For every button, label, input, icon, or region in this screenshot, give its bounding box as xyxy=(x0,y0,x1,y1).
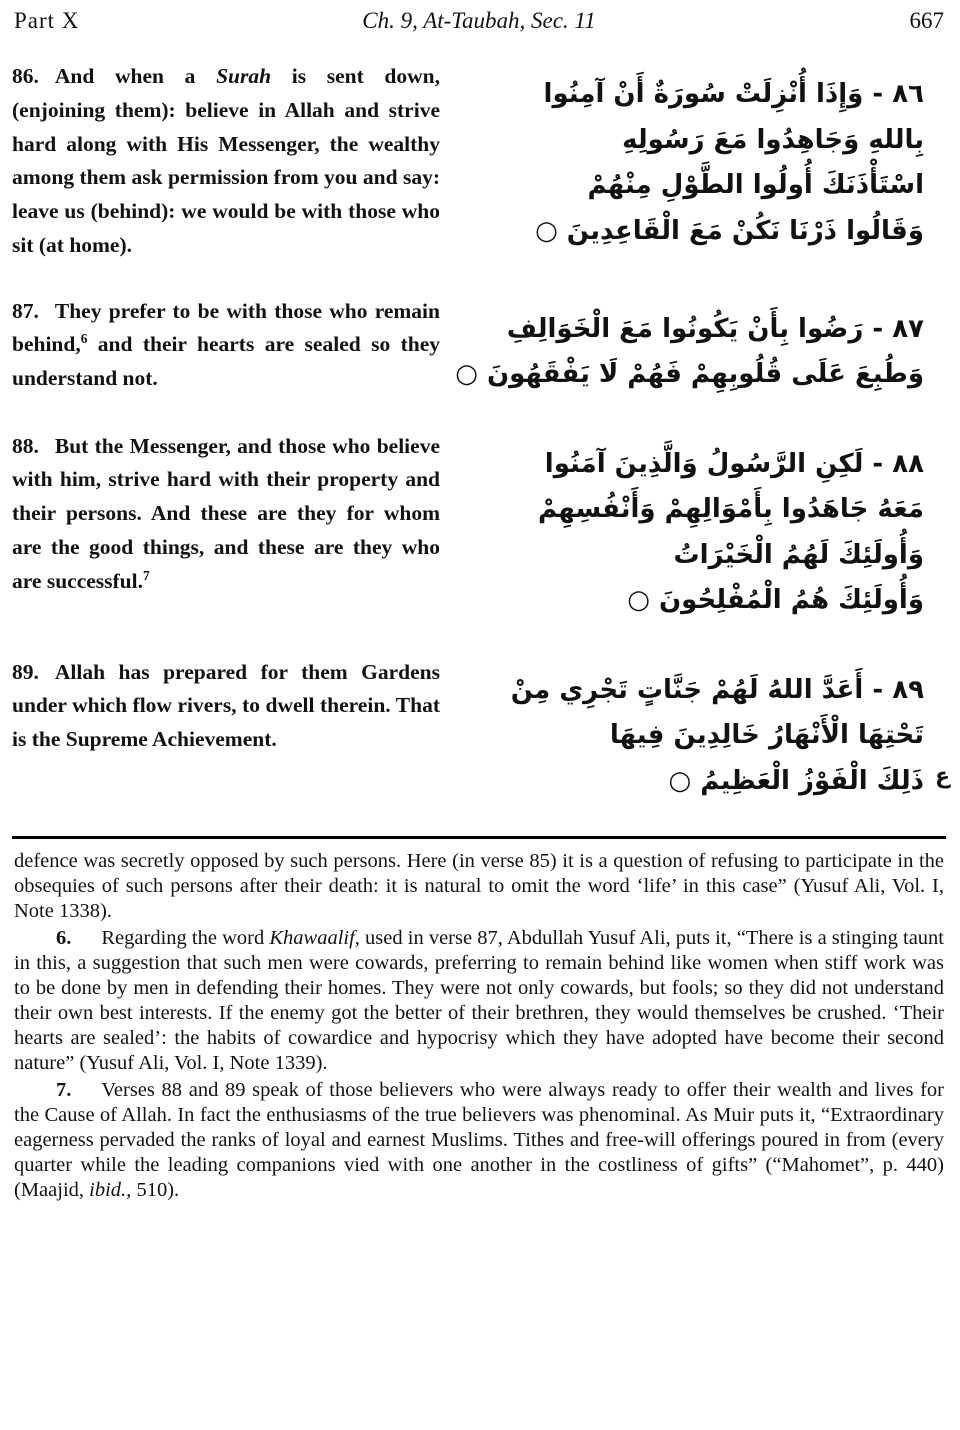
page-header xyxy=(12,6,946,34)
text-run: Allah has prepared for them Gardens under which flow rivers, to dwell therein. That is the Supreme Achievement. xyxy=(12,659,440,751)
arabic-line: وَأُولَئِكَ هُمُ الْمُفْلِحُونَ ○ xyxy=(627,585,924,615)
text-run: is sent down, (enjoining them): believe in Allah and strive hard along with His Messenger, the wealthy among them ask permission from you and say: leave us (behind): we would be with those who sit (at home). xyxy=(12,64,440,257)
footnote xyxy=(14,1078,944,1203)
verse-arabic xyxy=(440,60,946,254)
arabic-line: ٨٩ - أَعَدَّ اللهُ لَهُمْ جَنَّاتٍ تَجْرِي مِنْ xyxy=(510,674,924,705)
verse-arabic xyxy=(440,656,950,805)
arabic-line: وَطُبِعَ عَلَى قُلُوبِهِمْ فَهُمْ لَا يَفْقَهُونَ ○ xyxy=(455,359,924,389)
verse-number: 88. xyxy=(12,433,39,458)
verse-number: 86. xyxy=(12,64,39,88)
verse-english xyxy=(12,60,440,263)
italic-text: ibid., xyxy=(89,1179,132,1201)
text-run: Regarding the word xyxy=(101,927,270,949)
italic-text: Khawaalif, xyxy=(269,927,360,949)
arabic-line: بِاللهِ وَجَاهِدُوا مَعَ رَسُولِهِ xyxy=(622,124,924,155)
arabic-line: تَحْتِهَا الْأَنْهَارُ خَالِدِينَ فِيهَا xyxy=(609,720,924,750)
footnote-ref: 7 xyxy=(142,567,150,583)
italic-text: Surah xyxy=(216,64,272,88)
arabic-line: ذَلِكَ الْفَوْزُ الْعَظِيمُ ○ xyxy=(668,765,924,796)
page-number: 667 xyxy=(909,8,944,33)
arabic-line: ٨٨ - لَكِنِ الرَّسُولُ وَالَّذِينَ آمَنُوا xyxy=(544,448,924,479)
text-run: They prefer to be with those who remain behind, xyxy=(12,298,440,357)
text-run: used in verse 87, Abdullah Yusuf Ali, puts it, “There is a stinging taunt in this, a suggestion that such men were cowards, preferring to remain behind like women when stiff work was to be done by men in defending their homes. They were not only cowards, but fools; so they did not understand their own best interests. If the enemy got the better of their brethren, they would themselves be crushed. ‘Their hearts are sealed’: the habits of cowardice and hypocrisy which they have adopted have become their second nature” (Yusuf Ali, Vol. I, Note 1339). xyxy=(14,927,944,1074)
footnote-number: 7. xyxy=(56,1079,72,1101)
verse-arabic xyxy=(440,295,946,398)
ruku-marker: ع xyxy=(934,763,950,789)
text-run: 510). xyxy=(131,1179,180,1201)
arabic-line: وَقَالُوا ذَرْنَا نَكُنْ مَعَ الْقَاعِدِينَ ○ xyxy=(535,215,924,246)
arabic-line: وَأُولَئِكَ لَهُمُ الْخَيْرَاتُ xyxy=(673,539,924,570)
arabic-line: مَعَهُ جَاهَدُوا بِأَمْوَالِهِمْ وَأَنْفُسِهِمْ xyxy=(537,494,924,524)
verse-english xyxy=(12,430,440,599)
verse-row xyxy=(12,295,946,398)
footnote-number: 6. xyxy=(56,927,72,949)
verse-arabic xyxy=(440,430,946,624)
text-run: But the Messenger, and those who believe with him, strive hard with their property and their persons. And these are they for whom are the good things, and these are they who are successful. xyxy=(12,433,440,593)
verse-row xyxy=(12,60,946,263)
footnote-divider xyxy=(12,836,946,839)
text-run: defence was secretly opposed by such persons. Here (in verse 85) it is a question of refusing to participate in the obsequies of such persons after their death: it is natural to omit the word ‘life’ in this case” (Yusuf Ali, Vol. I, Note 1338). xyxy=(14,850,944,922)
arabic-line: ٨٦ - وَإِذَا أُنْزِلَتْ سُورَةٌ أَنْ آمِنُوا xyxy=(543,79,924,109)
footnote-ref: 6 xyxy=(80,331,88,347)
verse-english xyxy=(12,656,440,757)
part-label: Part X xyxy=(14,8,80,33)
text-run: And when a xyxy=(54,64,217,88)
text-run: Verses 88 and 89 speak of those believers who were always ready to offer their wealth and lives for the Cause of Allah. In fact the enthusiasms of the true believers was phenominal. As Muir puts it, “Extraordinary eagerness pervaded the ranks of loyal and earnest Muslims. Tithes and free-will offerings poured in from (every quarter while the leading companions vied with one another in the costliness of gifts” (“Mahomet”, p. 440) (Maajid, xyxy=(14,1079,944,1201)
chapter-title: Ch. 9, At-Taubah, Sec. 11 xyxy=(362,8,596,33)
verse-row xyxy=(12,430,946,624)
verse-english xyxy=(12,295,440,396)
verse-number: 89. xyxy=(12,659,39,684)
verses xyxy=(12,34,950,804)
arabic-line: اسْتَأْذَنَكَ أُولُوا الطَّوْلِ مِنْهُمْ xyxy=(587,170,924,200)
verse-number: 87. xyxy=(12,298,39,323)
arabic-line: ٨٧ - رَضُوا بِأَنْ يَكُونُوا مَعَ الْخَوَالِفِ xyxy=(506,313,924,344)
footnote xyxy=(14,849,944,924)
text-run: and their hearts are sealed so they understand not. xyxy=(12,332,440,390)
verse-row xyxy=(12,656,950,805)
footnote xyxy=(14,926,944,1076)
footnotes xyxy=(12,849,946,1203)
